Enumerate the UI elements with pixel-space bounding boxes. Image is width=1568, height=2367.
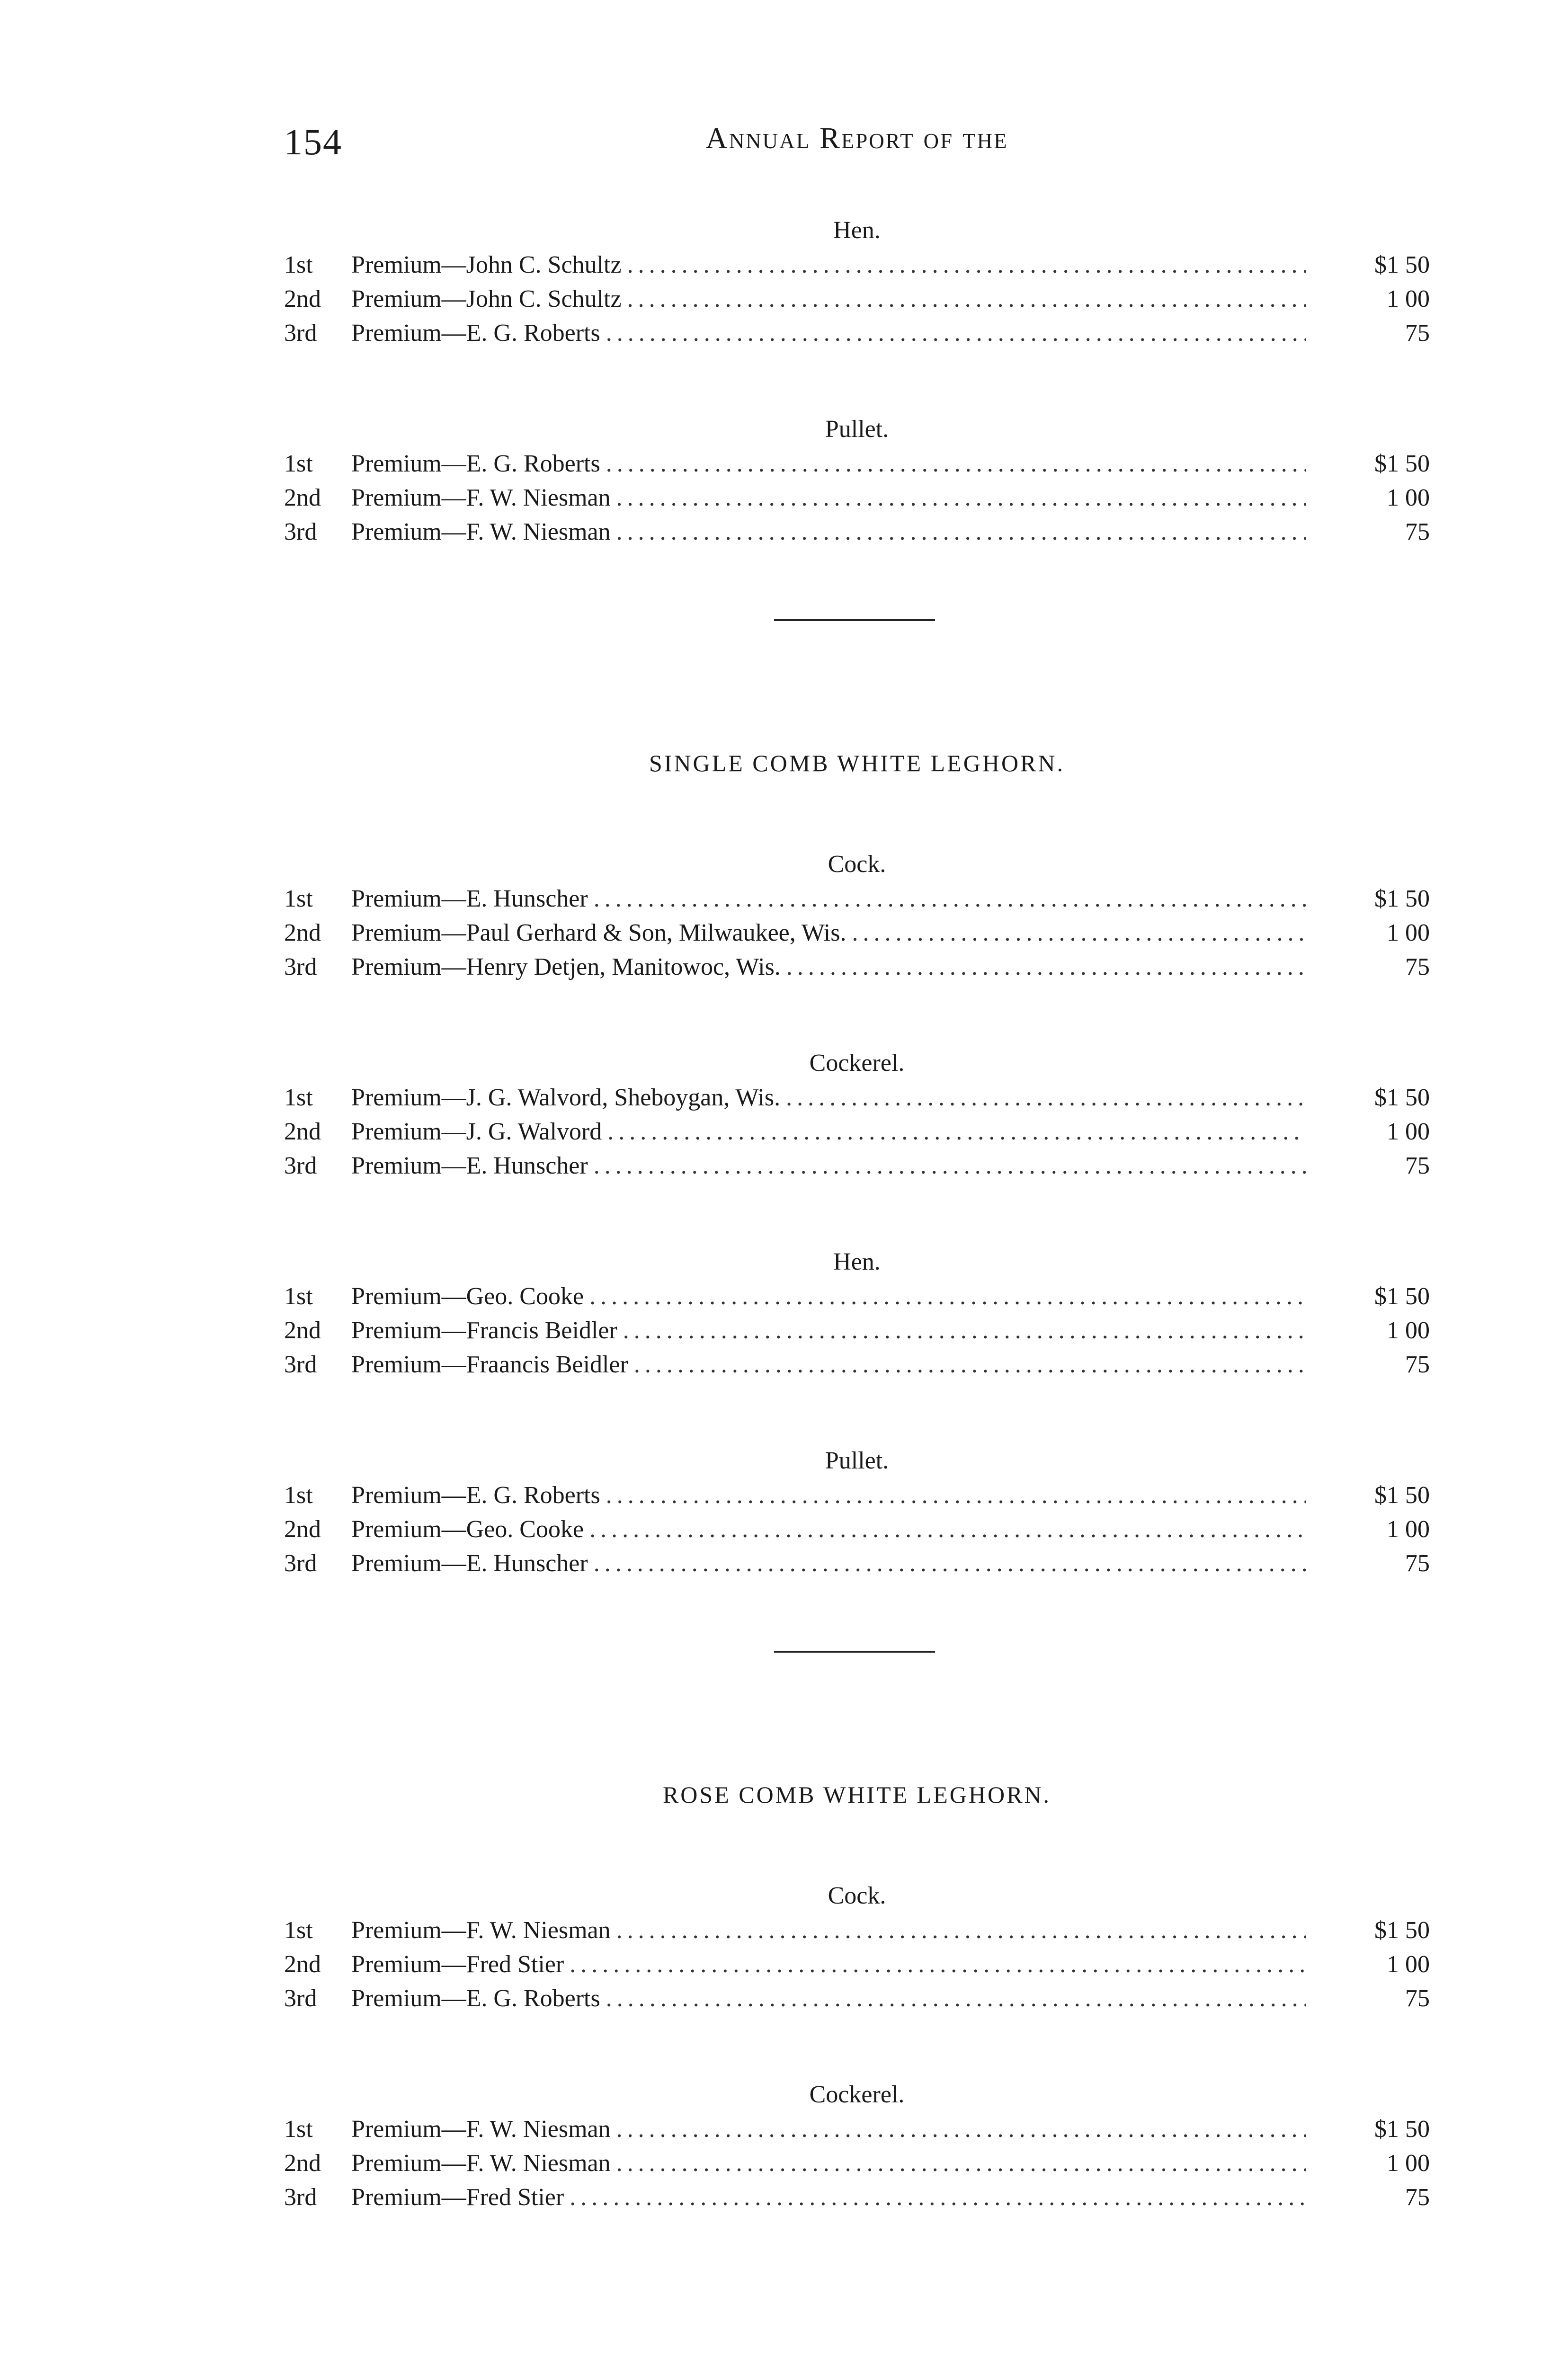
leader-dots — [606, 1478, 1306, 1513]
leader-dots — [594, 882, 1306, 916]
leader-dots — [606, 1982, 1306, 2016]
premium-entry: Premium—E. G. Roberts — [351, 1482, 600, 1509]
breed-title: ROSE COMB WHITE LEGHORN. — [662, 1781, 1051, 1808]
premium-entry: Premium—E. Hunscher — [351, 885, 588, 912]
premium-amount: 1 00 — [1387, 1951, 1430, 1978]
premium-amount: $1 50 — [1374, 2116, 1430, 2143]
leader-dots — [606, 447, 1306, 481]
class-title-cockerel: Cockerel. — [809, 1050, 905, 1077]
place-label: 1st — [284, 450, 313, 477]
leader-dots — [570, 1948, 1306, 1982]
premium-row — [284, 882, 1430, 916]
premium-row — [284, 2146, 1430, 2180]
premium-row — [284, 1314, 1430, 1348]
leader-dots — [616, 2146, 1306, 2180]
premium-row — [284, 916, 1430, 950]
premium-row — [284, 1115, 1430, 1149]
premium-amount: $1 50 — [1374, 1084, 1430, 1111]
leader-dots — [594, 1547, 1306, 1581]
place-label: 3rd — [284, 320, 317, 347]
leader-dots — [634, 1348, 1306, 1382]
premium-amount: 75 — [1405, 1152, 1430, 1179]
place-label: 1st — [284, 1482, 313, 1509]
leader-dots — [852, 916, 1306, 950]
place-label: 2nd — [284, 1317, 321, 1344]
premium-amount: 75 — [1405, 518, 1430, 545]
premium-row — [284, 248, 1430, 282]
premium-amount: 75 — [1405, 1351, 1430, 1378]
premium-list — [284, 213, 1430, 2215]
premium-entry: Premium—Paul Gerhard & Son, Milwaukee, Wis. — [351, 919, 846, 946]
premium-row — [284, 282, 1430, 316]
place-label: 3rd — [284, 1550, 317, 1577]
premium-entry: Premium—J. G. Walvord, Sheboygan, Wis. — [351, 1084, 781, 1111]
premium-entry: Premium—Fred Stier — [351, 1951, 564, 1978]
place-label: 2nd — [284, 285, 321, 312]
premium-row — [284, 1948, 1430, 1982]
premium-amount: 1 00 — [1387, 285, 1430, 312]
premium-row — [284, 1280, 1430, 1314]
premium-entry: Premium—Fraancis Beidler — [351, 1351, 628, 1378]
premium-entry: Premium—E. G. Roberts — [351, 320, 600, 347]
premium-entry: Premium—F. W. Niesman — [351, 2116, 611, 2143]
place-label: 3rd — [284, 1152, 317, 1179]
premium-row — [284, 316, 1430, 350]
leader-dots — [570, 2180, 1306, 2215]
leader-dots — [616, 2112, 1306, 2146]
page-header — [284, 121, 1430, 178]
page-number: 154 — [284, 121, 342, 162]
premium-entry: Premium—F. W. Niesman — [351, 2150, 611, 2177]
premium-entry: Premium—F. W. Niesman — [351, 484, 611, 511]
place-label: 3rd — [284, 518, 317, 545]
leader-dots — [616, 1913, 1306, 1948]
section-divider — [284, 1637, 1430, 1666]
place-label: 3rd — [284, 953, 317, 980]
premium-entry: Premium—E. G. Roberts — [351, 450, 600, 477]
premium-amount: 75 — [1405, 1985, 1430, 2012]
premium-row — [284, 1348, 1430, 1382]
leader-dots — [616, 481, 1306, 515]
premium-row — [284, 447, 1430, 481]
premium-row — [284, 1513, 1430, 1547]
class-title-cockerel: Cockerel. — [809, 2081, 905, 2108]
place-label: 3rd — [284, 1985, 317, 2012]
premium-row — [284, 1982, 1430, 2016]
premium-entry: Premium—Henry Detjen, Manitowoc, Wis. — [351, 953, 781, 980]
class-title-hen: Hen. — [833, 217, 881, 244]
premium-row — [284, 1547, 1430, 1581]
leader-dots — [589, 1280, 1306, 1314]
premium-entry: Premium—F. W. Niesman — [351, 1917, 611, 1944]
premium-row — [284, 1081, 1430, 1115]
premium-row — [284, 481, 1430, 515]
premium-amount: 75 — [1405, 953, 1430, 980]
place-label: 1st — [284, 1283, 313, 1310]
running-head: Annual Report of the — [705, 121, 1008, 155]
premium-row — [284, 2112, 1430, 2146]
place-label: 1st — [284, 251, 313, 278]
premium-entry: Premium—Geo. Cooke — [351, 1283, 584, 1310]
premium-row — [284, 515, 1430, 549]
class-title-pullet: Pullet. — [825, 1447, 889, 1474]
premium-amount: 1 00 — [1387, 1118, 1430, 1145]
premium-entry: Premium—J. G. Walvord — [351, 1118, 602, 1145]
premium-amount: $1 50 — [1374, 251, 1430, 278]
place-label: 2nd — [284, 484, 321, 511]
premium-entry: Premium—Francis Beidler — [351, 1317, 617, 1344]
premium-amount: 1 00 — [1387, 1317, 1430, 1344]
premium-entry: Premium—F. W. Niesman — [351, 518, 611, 545]
leader-dots — [589, 1513, 1306, 1547]
place-label: 3rd — [284, 2184, 317, 2211]
leader-dots — [623, 1314, 1306, 1348]
class-title-hen: Hen. — [833, 1248, 881, 1275]
premium-amount: 75 — [1405, 320, 1430, 347]
leader-dots — [627, 282, 1306, 316]
place-label: 1st — [284, 2116, 313, 2143]
leader-dots — [607, 1115, 1306, 1149]
premium-entry: Premium—E. G. Roberts — [351, 1985, 600, 2012]
premium-amount: $1 50 — [1374, 885, 1430, 912]
premium-entry: Premium—John C. Schultz — [351, 285, 622, 312]
section-divider — [284, 606, 1430, 634]
breed-title: SINGLE COMB WHITE LEGHORN. — [649, 750, 1065, 776]
place-label: 2nd — [284, 1516, 321, 1543]
premium-row — [284, 1913, 1430, 1948]
premium-entry: Premium—Geo. Cooke — [351, 1516, 584, 1543]
premium-entry: Premium—Fred Stier — [351, 2184, 564, 2211]
premium-row — [284, 2180, 1430, 2215]
premium-entry: Premium—E. Hunscher — [351, 1152, 588, 1179]
premium-entry: Premium—E. Hunscher — [351, 1550, 588, 1577]
premium-amount: 75 — [1405, 2184, 1430, 2211]
place-label: 3rd — [284, 1351, 317, 1378]
premium-amount: 1 00 — [1387, 2150, 1430, 2177]
place-label: 2nd — [284, 2150, 321, 2177]
premium-amount: 1 00 — [1387, 484, 1430, 511]
class-title-cock: Cock. — [828, 851, 886, 878]
class-title-cock: Cock. — [828, 1882, 886, 1909]
premium-row — [284, 1478, 1430, 1513]
leader-dots — [627, 248, 1306, 282]
premium-amount: 75 — [1405, 1550, 1430, 1577]
premium-row — [284, 950, 1430, 984]
premium-entry: Premium—John C. Schultz — [351, 251, 622, 278]
premium-amount: 1 00 — [1387, 1516, 1430, 1543]
place-label: 1st — [284, 1917, 313, 1944]
premium-amount: 1 00 — [1387, 919, 1430, 946]
premium-amount: $1 50 — [1374, 1917, 1430, 1944]
premium-amount: $1 50 — [1374, 1482, 1430, 1509]
place-label: 1st — [284, 1084, 313, 1111]
class-title-pullet: Pullet. — [825, 416, 889, 443]
leader-dots — [606, 316, 1306, 350]
leader-dots — [594, 1149, 1306, 1183]
premium-row — [284, 1149, 1430, 1183]
leader-dots — [786, 1081, 1306, 1115]
place-label: 2nd — [284, 919, 321, 946]
place-label: 1st — [284, 885, 313, 912]
place-label: 2nd — [284, 1118, 321, 1145]
leader-dots — [786, 950, 1306, 984]
premium-amount: $1 50 — [1374, 1283, 1430, 1310]
premium-amount: $1 50 — [1374, 450, 1430, 477]
place-label: 2nd — [284, 1951, 321, 1978]
leader-dots — [616, 515, 1306, 549]
